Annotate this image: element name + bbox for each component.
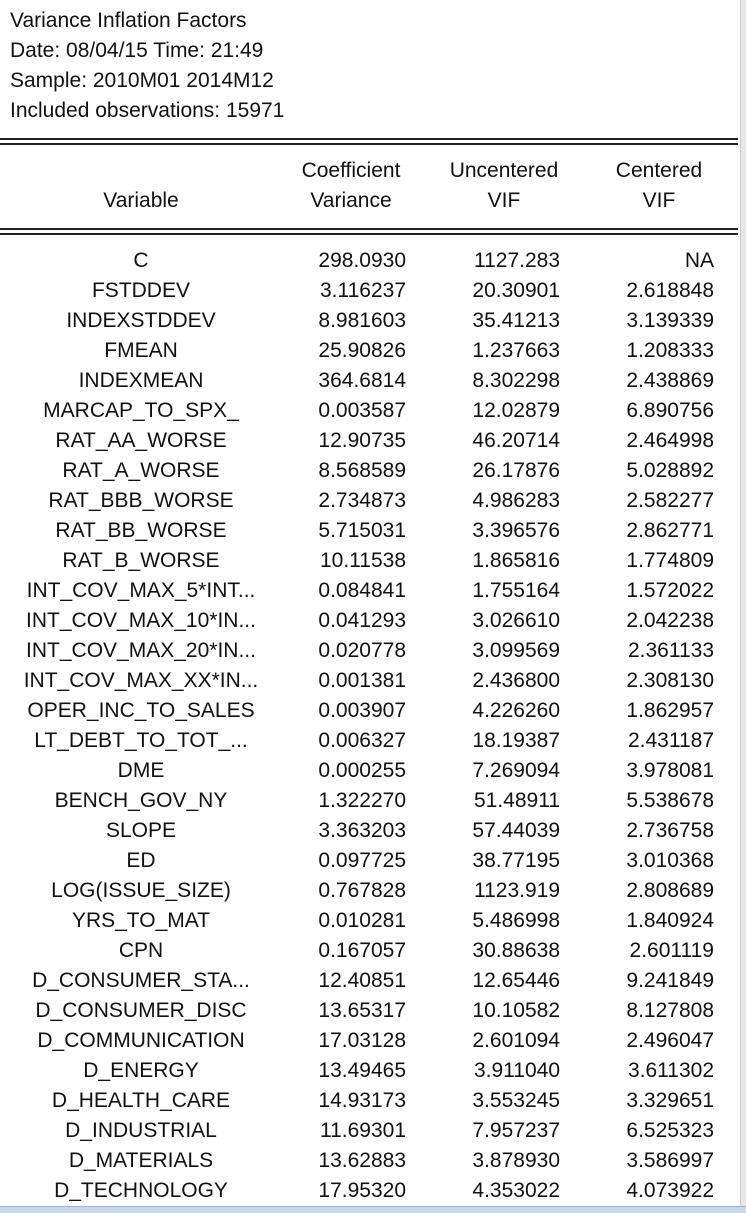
cell-centered-vif: 4.073922 [626, 1179, 714, 1202]
cell-coefficient-variance: 25.90826 [318, 339, 406, 362]
cell-variable: BENCH_GOV_NY [54, 789, 228, 812]
cell-variable: YRS_TO_MAT [71, 909, 211, 932]
cell-variable: ED [126, 849, 156, 872]
cell-coefficient-variance: 0.010281 [318, 909, 406, 932]
cell-coefficient-variance: 0.041293 [318, 609, 406, 632]
cell-uncentered-vif: 57.44039 [472, 819, 560, 842]
cell-uncentered-vif: 3.553245 [472, 1089, 560, 1112]
cell-uncentered-vif: 2.601094 [472, 1029, 560, 1052]
cell-variable: RAT_B_WORSE [62, 549, 220, 572]
table-row [0, 546, 738, 576]
cell-centered-vif: 6.525323 [626, 1119, 714, 1142]
cell-uncentered-vif: 1.755164 [472, 579, 560, 602]
cell-uncentered-vif: 1.237663 [472, 339, 560, 362]
cell-uncentered-vif: 3.911040 [473, 1059, 560, 1082]
observations-line: Included observations: 15971 [10, 99, 285, 122]
cell-centered-vif: 2.042238 [626, 609, 714, 632]
cell-centered-vif: 1.208333 [626, 339, 714, 362]
cell-uncentered-vif: 1123.919 [473, 879, 560, 902]
cell-uncentered-vif: 5.486998 [472, 909, 560, 932]
table-row [0, 276, 738, 306]
cell-centered-vif: 1.862957 [626, 699, 714, 722]
sample-line: Sample: 2010M01 2014M12 [10, 69, 274, 92]
cell-centered-vif: 2.438869 [626, 369, 714, 392]
cell-centered-vif: 2.618848 [626, 279, 714, 302]
column-header-coefficient-variance: Coefficient Variance [301, 159, 401, 212]
cell-variable: INT_COV_MAX_5*INT... [26, 579, 256, 602]
table-row [0, 846, 738, 876]
cell-variable: OPER_INC_TO_SALES [27, 699, 255, 722]
cell-centered-vif: 2.736758 [626, 819, 714, 842]
cell-variable: D_CONSUMER_STA... [32, 969, 250, 992]
cell-variable: D_CONSUMER_DISC [35, 999, 247, 1022]
cell-coefficient-variance: 0.000255 [318, 759, 406, 782]
table-row [0, 996, 738, 1026]
cell-variable: D_TECHNOLOGY [54, 1179, 228, 1202]
column-header-variable: Variable [103, 189, 179, 212]
table-row [0, 1026, 738, 1056]
cell-coefficient-variance: 1.322270 [318, 789, 406, 812]
cell-variable: INT_COV_MAX_XX*IN... [23, 669, 259, 692]
cell-coefficient-variance: 5.715031 [318, 519, 406, 542]
table-row [0, 606, 738, 636]
table-row [0, 576, 738, 606]
cell-variable: RAT_BBB_WORSE [48, 489, 234, 512]
table-row [0, 306, 738, 336]
cell-variable: INT_COV_MAX_10*IN... [26, 609, 256, 632]
table-header-rule [0, 228, 738, 235]
cell-centered-vif: 2.431187 [627, 729, 714, 752]
cell-uncentered-vif: 2.436800 [472, 669, 560, 692]
column-header-centered-vif: Centered VIF [615, 159, 703, 212]
cell-variable: D_HEALTH_CARE [51, 1089, 231, 1112]
table-row [0, 426, 738, 456]
cell-uncentered-vif: 7.269094 [472, 759, 560, 782]
table-row [0, 456, 738, 486]
cell-uncentered-vif: 10.10582 [472, 999, 560, 1022]
table-row [0, 816, 738, 846]
cell-centered-vif: 3.139339 [626, 309, 714, 332]
cell-centered-vif: 2.808689 [626, 879, 714, 902]
cell-variable: FSTDDEV [91, 279, 190, 302]
cell-variable: D_COMMUNICATION [37, 1029, 245, 1052]
cell-variable: LT_DEBT_TO_TOT_... [34, 729, 248, 752]
table-row [0, 876, 738, 906]
table-row [0, 1056, 738, 1086]
table-row [0, 1086, 738, 1116]
table-row [0, 1116, 738, 1146]
cell-variable: INDEXSTDDEV [66, 309, 216, 332]
cell-variable: CPN [118, 939, 164, 962]
cell-coefficient-variance: 12.90735 [318, 429, 406, 452]
cell-centered-vif: 2.308130 [626, 669, 714, 692]
cell-uncentered-vif: 18.19387 [472, 729, 560, 752]
cell-variable: SLOPE [105, 819, 177, 842]
cell-variable: RAT_AA_WORSE [55, 429, 227, 452]
cell-coefficient-variance: 0.006327 [318, 729, 406, 752]
cell-uncentered-vif: 1127.283 [473, 249, 560, 272]
cell-uncentered-vif: 7.957237 [472, 1119, 560, 1142]
cell-coefficient-variance: 0.767828 [318, 879, 406, 902]
cell-uncentered-vif: 4.986283 [472, 489, 560, 512]
cell-variable: INT_COV_MAX_20*IN... [26, 639, 256, 662]
cell-uncentered-vif: 1.865816 [472, 549, 560, 572]
cell-uncentered-vif: 46.20714 [472, 429, 560, 452]
cell-uncentered-vif: 12.65446 [472, 969, 560, 992]
table-row [0, 396, 738, 426]
cell-centered-vif: 3.010368 [626, 849, 714, 872]
table-row [0, 666, 738, 696]
cell-variable: LOG(ISSUE_SIZE) [51, 879, 231, 902]
cell-centered-vif: 3.586997 [626, 1149, 714, 1172]
cell-coefficient-variance: 0.020778 [318, 639, 406, 662]
cell-centered-vif: 1.840924 [626, 909, 714, 932]
cell-coefficient-variance: 13.62883 [318, 1149, 406, 1172]
cell-uncentered-vif: 3.026610 [472, 609, 560, 632]
cell-centered-vif: 1.572022 [626, 579, 714, 602]
cell-uncentered-vif: 3.396576 [472, 519, 560, 542]
table-row [0, 516, 738, 546]
cell-centered-vif: 8.127808 [626, 999, 714, 1022]
cell-coefficient-variance: 8.981603 [318, 309, 406, 332]
cell-coefficient-variance: 3.116237 [319, 279, 406, 302]
cell-centered-vif: 5.028892 [626, 459, 714, 482]
cell-variable: RAT_BB_WORSE [55, 519, 227, 542]
cell-uncentered-vif: 3.099569 [472, 639, 560, 662]
cell-uncentered-vif: 51.48911 [473, 789, 560, 812]
cell-centered-vif: 2.582277 [626, 489, 714, 512]
cell-centered-vif: 2.601119 [629, 939, 714, 962]
table-row [0, 696, 738, 726]
cell-variable: D_MATERIALS [68, 1149, 214, 1172]
cell-coefficient-variance: 364.6814 [318, 369, 406, 392]
cell-coefficient-variance: 12.40851 [318, 969, 406, 992]
vif-table-body [0, 246, 738, 1206]
cell-coefficient-variance: 14.93173 [318, 1089, 406, 1112]
cell-centered-vif: 2.496047 [626, 1029, 714, 1052]
cell-centered-vif: 9.241849 [626, 969, 714, 992]
cell-coefficient-variance: 0.001381 [318, 669, 406, 692]
cell-centered-vif: 3.978081 [626, 759, 714, 782]
cell-variable: D_ENERGY [83, 1059, 199, 1082]
cell-centered-vif: 3.329651 [626, 1089, 714, 1112]
table-row [0, 486, 738, 516]
table-row [0, 1176, 738, 1206]
cell-variable: FMEAN [104, 339, 178, 362]
output-title: Variance Inflation Factors [10, 9, 247, 32]
table-row [0, 336, 738, 366]
cell-uncentered-vif: 26.17876 [472, 459, 560, 482]
cell-coefficient-variance: 17.95320 [318, 1179, 406, 1202]
cell-coefficient-variance: 17.03128 [318, 1029, 406, 1052]
cell-coefficient-variance: 13.65317 [318, 999, 406, 1022]
cell-variable: MARCAP_TO_SPX_ [43, 399, 239, 422]
cell-coefficient-variance: 2.734873 [318, 489, 406, 512]
table-row [0, 246, 738, 276]
date-time-line: Date: 08/04/15 Time: 21:49 [10, 39, 264, 62]
table-row [0, 756, 738, 786]
cell-variable: RAT_A_WORSE [62, 459, 220, 482]
cell-uncentered-vif: 30.88638 [472, 939, 560, 962]
table-row [0, 366, 738, 396]
cell-coefficient-variance: 0.003587 [318, 399, 406, 422]
cell-coefficient-variance: 13.49465 [318, 1059, 406, 1082]
cell-coefficient-variance: 0.084841 [318, 579, 406, 602]
cell-uncentered-vif: 8.302298 [472, 369, 560, 392]
cell-uncentered-vif: 38.77195 [472, 849, 560, 872]
cell-uncentered-vif: 4.226260 [472, 699, 560, 722]
cell-coefficient-variance: 10.11538 [319, 549, 406, 572]
cell-uncentered-vif: 20.30901 [472, 279, 560, 302]
table-row [0, 726, 738, 756]
cell-coefficient-variance: 0.167057 [318, 939, 406, 962]
cell-centered-vif: 2.464998 [626, 429, 714, 452]
cell-coefficient-variance: 8.568589 [318, 459, 406, 482]
cell-centered-vif: 2.862771 [626, 519, 714, 542]
output-header [10, 6, 284, 126]
cell-coefficient-variance: 3.363203 [318, 819, 406, 842]
cell-centered-vif: 2.361133 [627, 639, 714, 662]
cell-variable: INDEXMEAN [78, 369, 204, 392]
cell-coefficient-variance: 0.097725 [318, 849, 406, 872]
cell-centered-vif: 3.611302 [627, 1059, 714, 1082]
cell-centered-vif: 5.538678 [626, 789, 714, 812]
cell-uncentered-vif: 3.878930 [472, 1149, 560, 1172]
cell-centered-vif: 1.774809 [626, 549, 714, 572]
cell-variable: C [133, 249, 149, 272]
cell-coefficient-variance: 0.003907 [318, 699, 406, 722]
table-row [0, 786, 738, 816]
table-row [0, 966, 738, 996]
cell-centered-vif: NA [684, 249, 714, 272]
cell-uncentered-vif: 12.02879 [472, 399, 560, 422]
cell-coefficient-variance: 298.0930 [318, 249, 406, 272]
window-right-border [740, 0, 746, 1212]
cell-coefficient-variance: 11.69301 [319, 1119, 406, 1142]
table-top-rule [0, 138, 738, 145]
column-header-uncentered-vif: Uncentered VIF [449, 159, 559, 212]
table-row [0, 906, 738, 936]
cell-variable: DME [117, 759, 165, 782]
table-row [0, 1146, 738, 1176]
cell-variable: D_INDUSTRIAL [65, 1119, 217, 1142]
cell-uncentered-vif: 35.41213 [472, 309, 560, 332]
cell-uncentered-vif: 4.353022 [472, 1179, 560, 1202]
cell-centered-vif: 6.890756 [626, 399, 714, 422]
table-row [0, 936, 738, 966]
table-row [0, 636, 738, 666]
